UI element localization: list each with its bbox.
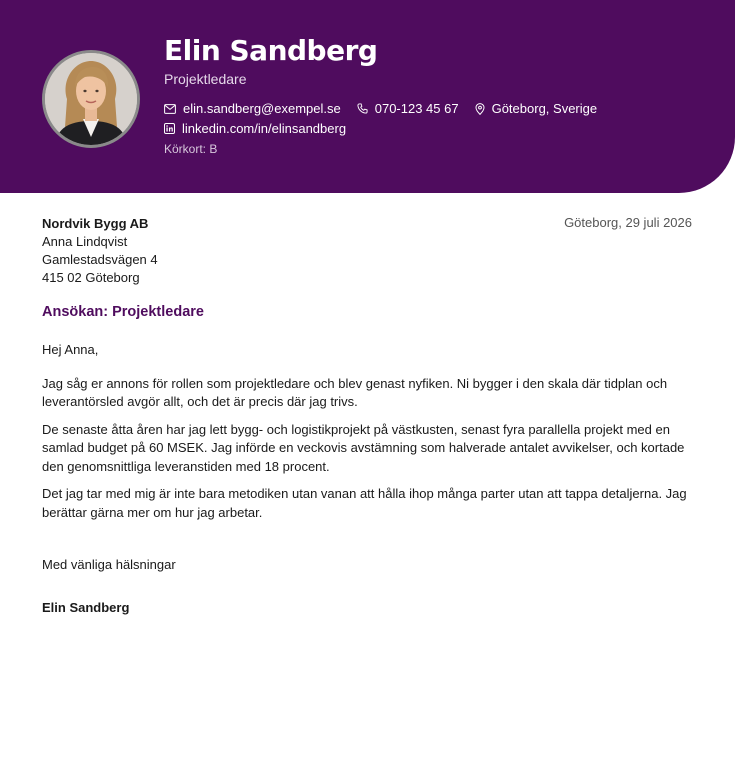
linkedin-text: linkedin.com/in/elinsandberg: [182, 121, 347, 136]
recipient-address: [42, 215, 158, 287]
drivers-license: Körkort: B: [164, 142, 218, 156]
linkedin-icon: [164, 123, 175, 134]
letter-header: [0, 0, 735, 193]
letter-greeting: Hej Anna,: [42, 342, 99, 357]
location-text: Göteborg, Sverige: [491, 101, 598, 116]
recipient-city: 415 02 Göteborg: [42, 270, 140, 285]
letter-paragraph: De senaste åtta åren har jag lett bygg- och logistikprojekt på västkusten, senast fyra parallella projekt med en samlad budget på 60 MSEK. Jag införde en veckovis avstämning som halverade antalet avvikelser, och kortade den genomsnittliga leveranstiden med 18 procent.: [42, 421, 685, 474]
contact-row-linkedin: [164, 121, 362, 136]
phone-text: 070-123 45 67: [374, 101, 459, 116]
email-text: elin.sandberg@exempel.se: [183, 101, 341, 116]
location-pin-icon: [475, 103, 485, 115]
letter-paragraph: Det jag tar med mig är inte bara metodiken utan vanan att hålla ihop många parter utan att tappa detaljerna. Jag berättar gärna mer om hur jag arbetar.: [42, 486, 687, 520]
mail-icon: [164, 104, 176, 114]
contact-phone[interactable]: [357, 101, 459, 116]
avatar: [42, 50, 140, 148]
contact-linkedin[interactable]: [164, 121, 346, 136]
recipient-company: Nordvik Bygg AB: [42, 216, 149, 231]
letter-closing: Med vänliga hälsningar: [42, 557, 176, 572]
recipient-street: Gamlestadsvägen 4: [42, 252, 158, 267]
contact-email[interactable]: [164, 101, 341, 116]
recipient-contact: Anna Lindqvist: [42, 234, 128, 249]
profile-photo: [45, 53, 137, 145]
letter-date: Göteborg, 29 juli 2026: [564, 215, 692, 230]
contact-location: [475, 101, 598, 116]
applicant-name: Elin Sandberg: [164, 34, 378, 67]
letter-signature: Elin Sandberg: [42, 600, 130, 615]
applicant-role: Projektledare: [164, 71, 247, 87]
letter-paragraph: Jag såg er annons för rollen som projektledare och blev genast nyfiken. Ni bygger i den skala där tidplan och leverantörsled avgör allt, och det är precis där jag trivs.: [42, 375, 668, 409]
letter-body: [42, 341, 697, 531]
letter-subject: Ansökan: Projektledare: [42, 304, 204, 320]
contact-row: [164, 101, 613, 116]
phone-icon: [357, 103, 368, 114]
